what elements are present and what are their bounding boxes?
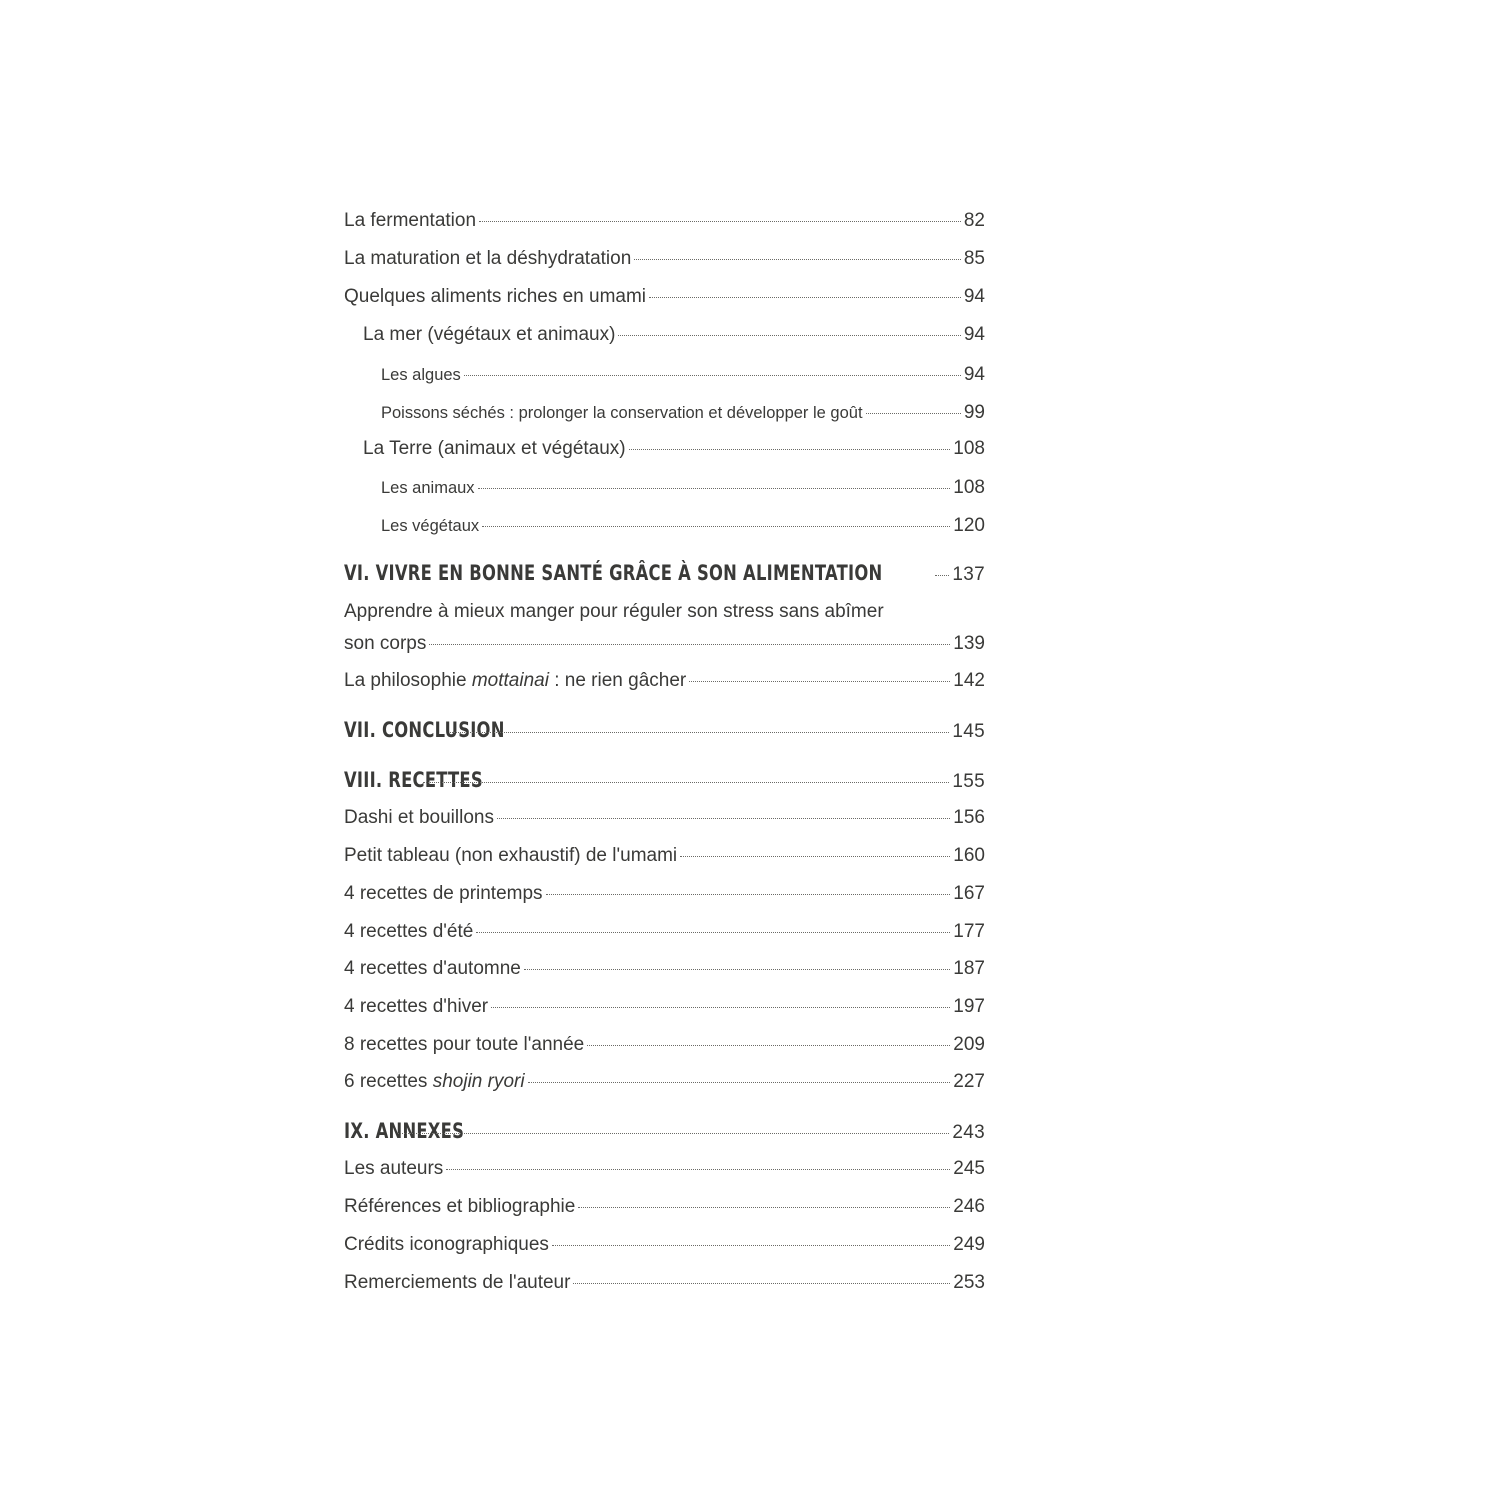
title-prefix: 6 recettes: [344, 1071, 433, 1092]
toc-entry-page: 209: [953, 1034, 985, 1055]
toc-entry-title: 4 recettes de printemps: [344, 883, 543, 904]
toc-entry-title: 4 recettes d'été: [344, 921, 474, 942]
toc-entry: [344, 883, 985, 905]
dot-leader: [446, 1169, 950, 1170]
toc-chapter-title: IX. ANNEXES: [344, 1119, 465, 1143]
dot-leader: [587, 1045, 950, 1046]
toc-entry-page: 177: [953, 921, 985, 942]
toc-subentry: [344, 438, 985, 460]
title-suffix: : ne rien gâcher: [548, 670, 687, 691]
toc-entry-page: 94: [963, 324, 985, 345]
toc-entry: [344, 958, 985, 980]
toc-chapter-title: VII. CONCLUSION: [344, 718, 505, 742]
dot-leader: [482, 526, 950, 527]
toc-entry-title: Poissons séchés : prolonger la conservation et développer le goût: [381, 404, 863, 422]
toc-entry-page: 155: [952, 771, 985, 792]
toc-entry-page: 137: [952, 564, 985, 585]
dot-leader: [578, 1207, 950, 1208]
dot-leader: [450, 732, 949, 733]
dot-leader: [546, 894, 951, 895]
dot-leader: [429, 644, 950, 645]
toc-entry-page: 243: [952, 1122, 985, 1143]
toc-entry: [344, 248, 985, 270]
toc-entry: [344, 996, 985, 1018]
toc-entry-page: 227: [953, 1071, 985, 1092]
toc-entry: [344, 1196, 985, 1218]
toc-chapter: [344, 718, 985, 743]
title-prefix: La philosophie: [344, 670, 472, 691]
toc-entry-page: 245: [953, 1158, 985, 1179]
dot-leader: [528, 1082, 951, 1083]
toc-entry-title: Remerciements de l'auteur: [344, 1272, 571, 1293]
dot-leader: [398, 1133, 949, 1134]
dot-leader: [491, 1007, 950, 1008]
toc-entry-title-line1: Apprendre à mieux manger pour réguler son stress sans abîmer: [344, 601, 884, 622]
toc-entry-page: 82: [963, 210, 985, 231]
toc-entry-title: Les auteurs: [344, 1158, 444, 1179]
toc-entry-page: 187: [953, 958, 985, 979]
toc-entry-title: Petit tableau (non exhaustif) de l'umami: [344, 845, 678, 866]
toc-entry-page: 108: [953, 477, 985, 498]
toc-entry-title: 8 recettes pour toute l'année: [344, 1034, 585, 1055]
toc-entry: [344, 1034, 985, 1056]
table-of-contents: [344, 0, 985, 1500]
toc-entry-page: 160: [953, 845, 985, 866]
toc-entry: [344, 1272, 985, 1294]
toc-entry-title: [344, 1071, 525, 1093]
toc-entry: [344, 670, 985, 692]
toc-subsubentry: [344, 402, 985, 424]
toc-entry: [344, 1234, 985, 1256]
dot-leader: [478, 488, 951, 489]
toc-entry-page: 108: [953, 438, 985, 459]
toc-entry-page: 99: [963, 402, 985, 423]
toc-entry-title: Les algues: [381, 366, 461, 384]
toc-chapter: [344, 561, 985, 586]
toc-entry-page: 85: [963, 248, 985, 269]
toc-entry-title: 4 recettes d'hiver: [344, 996, 489, 1017]
toc-chapter-title: VIII. RECETTES: [344, 768, 483, 792]
toc-entry-title: Quelques aliments riches en umami: [344, 286, 647, 307]
dot-leader: [649, 297, 961, 298]
toc-entry-title: son corps: [344, 633, 427, 654]
toc-chapter: [344, 768, 985, 793]
toc-entry: [344, 633, 985, 655]
toc-entry-page: 156: [953, 807, 985, 828]
toc-entry-title: La Terre (animaux et végétaux): [363, 438, 626, 459]
toc-entry: [344, 807, 985, 829]
toc-entry-title: Les végétaux: [381, 517, 480, 535]
toc-entry: [344, 286, 985, 308]
dot-leader: [552, 1245, 950, 1246]
toc-entry-page: 167: [953, 883, 985, 904]
toc-entry-page: 120: [953, 515, 985, 536]
toc-entry-page: 197: [953, 996, 985, 1017]
toc-entry-page: 94: [963, 364, 985, 385]
toc-subsubentry: [344, 477, 985, 499]
dot-leader: [524, 969, 950, 970]
dot-leader: [497, 818, 950, 819]
toc-entry-title: La fermentation: [344, 210, 477, 231]
dot-leader: [935, 575, 950, 576]
dot-leader: [634, 259, 961, 260]
dot-leader: [479, 221, 961, 222]
dot-leader: [680, 856, 950, 857]
toc-entry: [344, 210, 985, 232]
toc-entry-title: 4 recettes d'automne: [344, 958, 521, 979]
dot-leader: [629, 449, 951, 450]
toc-entry-title: [344, 670, 686, 692]
toc-chapter: [344, 1119, 985, 1144]
toc-entry-title: Références et bibliographie: [344, 1196, 576, 1217]
dot-leader: [573, 1283, 950, 1284]
toc-entry-page: 142: [953, 670, 985, 691]
dot-leader: [423, 782, 950, 783]
toc-entry: [344, 1071, 985, 1093]
dot-leader: [866, 413, 961, 414]
toc-entry-page: 94: [963, 286, 985, 307]
toc-chapter-title: VI. VIVRE EN BONNE SANTÉ GRÂCE À SON ALIMENTATION: [344, 561, 883, 585]
toc-entry-title: Les animaux: [381, 479, 475, 497]
toc-subsubentry: [344, 364, 985, 386]
toc-entry: [344, 1158, 985, 1180]
toc-entry-page: 246: [953, 1196, 985, 1217]
toc-entry-page: 145: [952, 721, 985, 742]
dot-leader: [618, 335, 960, 336]
dot-leader: [464, 375, 961, 376]
toc-entry: [344, 921, 985, 943]
toc-entry: [344, 845, 985, 867]
toc-subentry: [344, 324, 985, 346]
title-italic: shojin ryori: [432, 1071, 525, 1092]
toc-entry-title: La maturation et la déshydratation: [344, 248, 632, 269]
toc-entry-title: Crédits iconographiques: [344, 1234, 549, 1255]
toc-entry-title: La mer (végétaux et animaux): [363, 324, 616, 345]
toc-entry-title: Dashi et bouillons: [344, 807, 494, 828]
toc-entry-page: 249: [953, 1234, 985, 1255]
toc-entry-page: 139: [953, 633, 985, 654]
toc-subsubentry: [344, 515, 985, 537]
dot-leader: [689, 681, 950, 682]
dot-leader: [476, 932, 950, 933]
title-italic: mottainai: [471, 670, 549, 691]
toc-entry-page: 253: [953, 1272, 985, 1293]
